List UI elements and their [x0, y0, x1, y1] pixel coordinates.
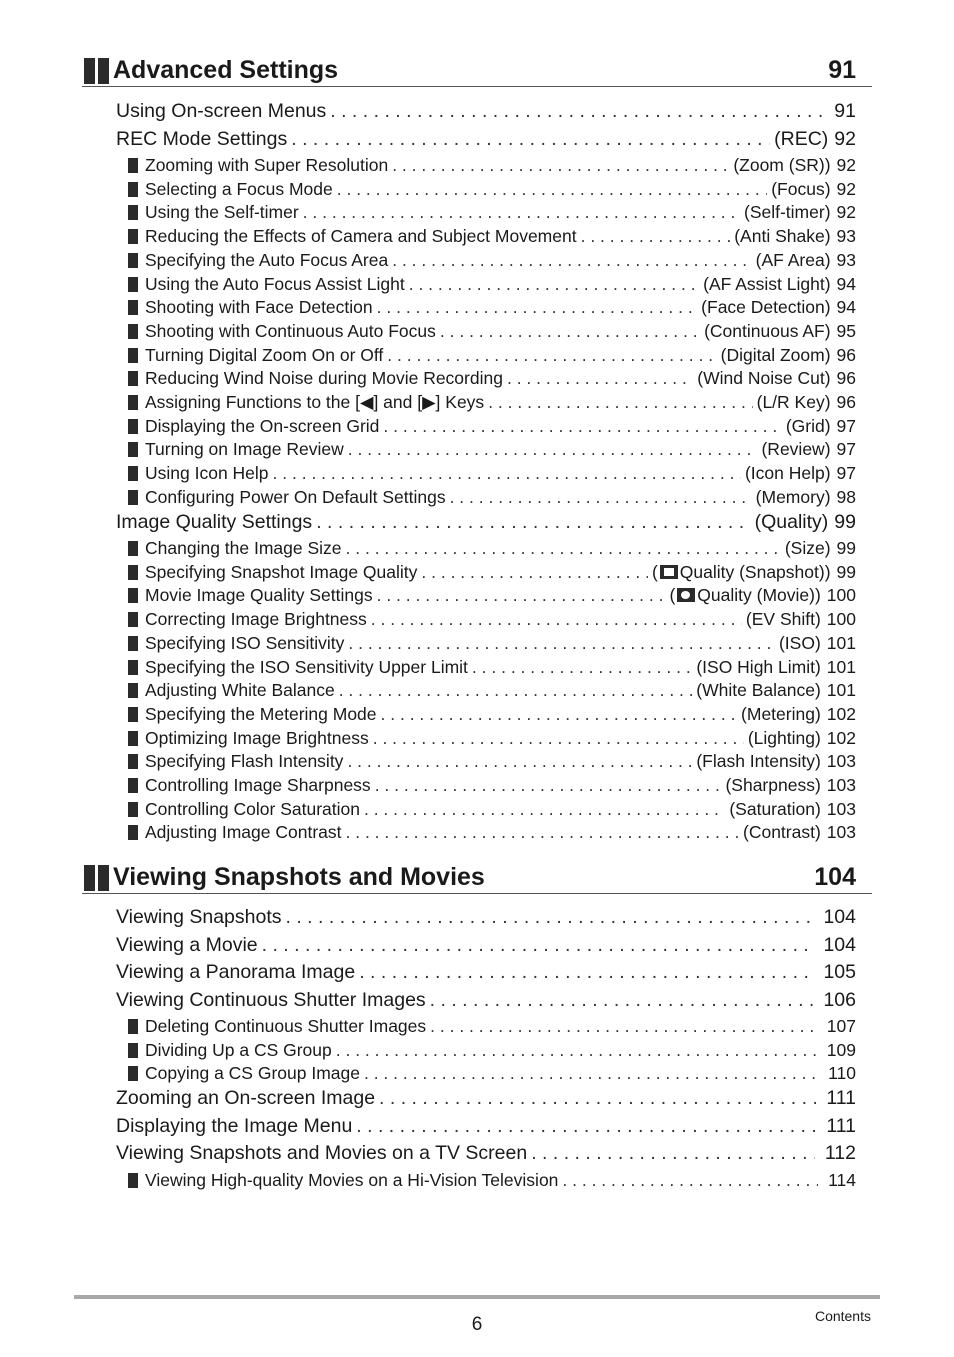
toc-entry[interactable] — [128, 704, 856, 728]
section-page-number: 104 — [814, 863, 856, 891]
toc-entry-page: 103 — [826, 775, 856, 795]
dot-leader — [381, 704, 738, 725]
bullet-icon — [128, 371, 138, 386]
toc-entry-setting: (Grid) — [785, 415, 831, 436]
toc-entry-label: Using Icon Help — [145, 463, 269, 484]
bullet-icon — [128, 825, 138, 840]
toc-entry[interactable] — [116, 934, 856, 962]
dot-leader — [337, 179, 767, 200]
toc-entry[interactable] — [128, 179, 856, 203]
toc-entry-page: 97 — [836, 439, 856, 460]
toc-entry[interactable] — [128, 321, 856, 345]
toc-entry-setting: (Sharpness) — [725, 775, 821, 795]
dot-leader — [339, 680, 693, 701]
toc-entry-page: 112 — [824, 1142, 856, 1165]
dot-leader — [273, 463, 741, 484]
toc-entry-page: 92 — [836, 178, 856, 199]
toc-entry-page: 99 — [834, 510, 856, 533]
bullet-icon — [128, 754, 138, 769]
bullet-icon — [128, 158, 138, 173]
dot-leader — [347, 751, 692, 772]
toc-entry-page: 102 — [826, 703, 856, 724]
toc-entry-page: 96 — [836, 344, 856, 365]
toc-entry-label: Reducing Wind Noise during Movie Recording — [145, 368, 503, 389]
toc-entry-page: 109 — [826, 1039, 856, 1060]
toc-entry-label: REC Mode Settings — [116, 127, 288, 150]
toc-entry[interactable] — [116, 961, 856, 989]
toc-entry-label: Viewing Continuous Shutter Images — [116, 988, 426, 1011]
dot-leader — [450, 487, 752, 508]
bullet-icon — [128, 636, 138, 651]
toc-entry[interactable] — [116, 1115, 856, 1143]
bullet-icon — [128, 1019, 138, 1034]
dot-leader — [375, 775, 722, 796]
toc-entry-label: Reducing the Effects of Camera and Subject Movement — [145, 226, 577, 247]
dot-leader — [371, 609, 742, 630]
toc-entry-page: 102 — [826, 727, 856, 748]
toc-entry-setting: (Icon Help) — [744, 463, 831, 484]
dot-leader — [346, 538, 781, 559]
dot-leader — [359, 961, 813, 984]
toc-entry-page: 96 — [836, 392, 856, 412]
toc-entry-page: 100 — [826, 609, 856, 630]
toc-entry-label: Viewing Snapshots — [116, 906, 282, 928]
bullet-icon — [128, 300, 138, 315]
bullet-icon — [128, 490, 138, 505]
dot-leader — [373, 728, 744, 749]
footer-rule — [74, 1295, 880, 1299]
dot-leader — [364, 799, 725, 820]
dot-leader — [348, 633, 775, 654]
dot-leader — [336, 1040, 817, 1061]
dot-leader — [392, 155, 729, 176]
toc-entry[interactable] — [128, 368, 856, 392]
toc-entry-setting: (Digital Zoom) — [720, 344, 831, 365]
toc-entry[interactable] — [128, 345, 856, 369]
toc-entry-label: Shooting with Face Detection — [145, 297, 373, 318]
toc-entry-setting: (ISO High Limit) — [696, 656, 821, 677]
toc-entry[interactable] — [128, 562, 856, 586]
bullet-icon — [128, 1066, 138, 1081]
toc-entry[interactable] — [128, 274, 856, 298]
toc-entry-label: Viewing Snapshots and Movies on a TV Screen — [116, 1142, 528, 1165]
toc-entry-page: 105 — [823, 961, 856, 983]
toc-entry-setting: (AF Assist Light) — [703, 273, 831, 294]
dot-leader — [364, 1063, 818, 1084]
toc-entry-setting: (Anti Shake) — [734, 226, 831, 247]
toc-entry-page: 101 — [826, 680, 856, 701]
footer-label: Contents — [814, 1308, 871, 1324]
toc-entry-label: Specifying ISO Sensitivity — [145, 632, 345, 653]
dot-leader — [392, 250, 751, 271]
toc-entry-page: 93 — [836, 249, 856, 270]
toc-entry[interactable] — [128, 202, 856, 226]
dot-leader — [507, 368, 693, 389]
toc-entry-setting: (REC) — [774, 127, 829, 150]
dot-leader — [303, 202, 740, 223]
toc-entry-page: 104 — [823, 906, 856, 928]
movie-icon — [677, 588, 695, 602]
dot-leader — [330, 100, 824, 123]
toc-entry[interactable] — [128, 799, 856, 823]
toc-entry-page: 92 — [836, 202, 856, 223]
toc-entry[interactable] — [128, 416, 856, 440]
bullet-icon — [128, 205, 138, 220]
bullet-icon — [128, 612, 138, 627]
toc-entry-setting: ( Quality (Movie)) — [669, 585, 821, 606]
bullet-icon — [128, 660, 138, 675]
toc-entry-label: Movie Image Quality Settings — [145, 585, 373, 606]
dot-leader — [383, 416, 781, 437]
toc-entry-page: 104 — [823, 933, 856, 956]
toc-entry-setting: (Saturation) — [729, 798, 821, 819]
toc-entry-setting: (EV Shift) — [745, 609, 821, 630]
bullet-icon — [128, 707, 138, 722]
toc-entry-label: Adjusting Image Contrast — [145, 822, 342, 843]
section-marker-icon — [84, 865, 110, 891]
toc-entry-page: 114 — [828, 1169, 856, 1190]
toc-entry-setting: (L/R Key) — [756, 392, 831, 412]
dot-leader — [356, 1115, 816, 1138]
toc-entry-setting: (Face Detection) — [701, 297, 831, 318]
dot-leader — [291, 128, 770, 151]
toc-entry-page: 91 — [834, 100, 856, 122]
toc-entry-label: Optimizing Image Brightness — [145, 727, 369, 748]
toc-entry-label: Correcting Image Brightness — [145, 609, 367, 630]
toc-entry-page: 100 — [826, 585, 856, 606]
toc-entry-page: 94 — [836, 273, 856, 294]
toc-entry-label: Changing the Image Size — [145, 538, 342, 558]
toc-entry-label: Displaying the Image Menu — [116, 1114, 353, 1137]
section-title: Viewing Snapshots and Movies — [113, 863, 485, 891]
toc-entry-label: Turning on Image Review — [145, 439, 344, 460]
section-heading-viewing-snapshots — [82, 859, 872, 894]
toc-entry-page: 103 — [826, 798, 856, 819]
toc-entry-page: 107 — [826, 1016, 856, 1036]
toc-entry-page: 96 — [836, 368, 856, 389]
toc-entry-setting: (Contrast) — [743, 822, 821, 843]
bullet-icon — [128, 1173, 138, 1188]
toc-entry-label: Image Quality Settings — [116, 510, 313, 533]
toc-entry-setting: (ISO) — [778, 632, 821, 653]
dot-leader — [409, 274, 699, 295]
bullet-icon — [128, 229, 138, 244]
bullet-icon — [128, 1043, 138, 1058]
toc-entry-setting: (Continuous AF) — [704, 320, 831, 341]
dot-leader — [581, 226, 731, 247]
toc-entry-label: Copying a CS Group Image — [145, 1063, 360, 1084]
toc-entry-label: Specifying the Auto Focus Area — [145, 249, 389, 270]
toc-entry-label: Controlling Image Sharpness — [145, 775, 371, 795]
toc-entry[interactable] — [116, 906, 856, 934]
toc-entry-label: Specifying Snapshot Image Quality — [145, 561, 418, 582]
toc-entry-page: 103 — [826, 822, 856, 843]
toc-entry[interactable] — [128, 633, 856, 657]
toc-entry-page: 97 — [836, 463, 856, 484]
toc-entry-label: Configuring Power On Default Settings — [145, 486, 446, 507]
toc-entry-setting: (Lighting) — [747, 727, 821, 748]
toc-entry[interactable] — [128, 728, 856, 752]
toc-entry-page: 95 — [836, 320, 856, 341]
toc-entry-label: Displaying the On-screen Grid — [145, 415, 380, 436]
section-page-number: 91 — [828, 56, 856, 84]
bullet-icon — [128, 324, 138, 339]
bullet-icon — [128, 683, 138, 698]
toc-entry[interactable] — [128, 392, 856, 416]
bullet-icon — [128, 778, 138, 793]
toc-entry[interactable] — [128, 538, 856, 562]
toc-entry-label: Shooting with Continuous Auto Focus — [145, 320, 436, 341]
dot-leader — [286, 906, 814, 929]
dot-leader — [472, 657, 692, 678]
toc-entry-label: Assigning Functions to the [◀] and [▶] Keys — [145, 392, 485, 412]
bullet-icon — [128, 466, 138, 481]
bullet-icon — [128, 565, 138, 580]
dot-leader — [316, 511, 750, 534]
bullet-icon — [128, 442, 138, 457]
toc-entry[interactable] — [116, 511, 856, 539]
toc-entry-setting: (Focus) — [771, 178, 831, 199]
toc-entry[interactable] — [128, 680, 856, 704]
bullet-icon — [128, 588, 138, 603]
toc-entry-page: 92 — [834, 127, 856, 150]
toc-entry-setting: (Memory) — [755, 486, 831, 507]
bullet-icon — [128, 348, 138, 363]
page-number: 6 — [471, 1314, 483, 1335]
toc-entry[interactable] — [128, 775, 856, 799]
toc-entry[interactable] — [128, 822, 856, 846]
toc-entry-setting: (Review) — [761, 439, 831, 460]
toc-entry-label: Adjusting White Balance — [145, 680, 335, 701]
toc-entry-label: Using On-screen Menus — [116, 100, 327, 122]
toc-entry-label: Specifying Flash Intensity — [145, 751, 344, 772]
toc-entry[interactable] — [128, 585, 856, 609]
dot-leader — [562, 1170, 818, 1191]
dot-leader — [377, 585, 666, 606]
toc-entry[interactable] — [116, 1142, 856, 1170]
toc-entry-label: Zooming with Super Resolution — [145, 155, 389, 175]
toc-entry-page: 97 — [836, 415, 856, 436]
toc-entry-label: Deleting Continuous Shutter Images — [145, 1016, 427, 1036]
bullet-icon — [128, 802, 138, 817]
toc-entry[interactable] — [128, 297, 856, 321]
toc-entry[interactable] — [128, 250, 856, 274]
toc-entry-page: 111 — [826, 1114, 856, 1137]
toc-entry[interactable] — [128, 155, 856, 179]
toc-entry-label: Using the Self-timer — [145, 202, 299, 223]
toc-entry-page: 103 — [826, 751, 856, 772]
section-marker-icon — [84, 58, 110, 84]
toc-entry-page: 99 — [836, 538, 856, 558]
toc-entry-label: Turning Digital Zoom On or Off — [145, 344, 384, 365]
toc-entry-label: Zooming an On-screen Image — [116, 1087, 376, 1110]
toc-entry[interactable] — [128, 1040, 856, 1064]
toc-entry[interactable] — [128, 439, 856, 463]
dot-leader — [387, 345, 716, 366]
toc-entry-label: Viewing a Panorama Image — [116, 961, 356, 983]
toc-entry-setting: (Metering) — [741, 703, 821, 724]
toc-entry[interactable] — [128, 609, 856, 633]
toc-entry-setting: (White Balance) — [696, 680, 821, 701]
dot-leader — [348, 439, 758, 460]
toc-entry[interactable] — [128, 751, 856, 775]
dot-leader — [346, 822, 740, 843]
bullet-icon — [128, 419, 138, 434]
bullet-icon — [128, 731, 138, 746]
dot-leader — [377, 297, 698, 318]
toc-entry-page: 92 — [836, 155, 856, 175]
toc-entry-page: 94 — [836, 297, 856, 318]
toc-entry-setting: (Quality) — [754, 510, 829, 533]
toc-entry-page: 110 — [828, 1063, 856, 1084]
dot-leader — [430, 1016, 817, 1037]
toc-entry-setting: ( Quality (Snapshot)) — [651, 561, 831, 582]
toc-entry-label: Specifying the ISO Sensitivity Upper Limit — [145, 656, 468, 677]
bullet-icon — [128, 182, 138, 197]
toc-entry[interactable] — [128, 463, 856, 487]
toc-entry-page: 93 — [836, 226, 856, 247]
toc-entry[interactable] — [116, 128, 856, 156]
toc-entry-page: 99 — [836, 561, 856, 582]
toc-entry-setting: (AF Area) — [755, 249, 831, 270]
toc-entry-page: 111 — [826, 1087, 856, 1110]
toc-entry[interactable] — [128, 657, 856, 681]
toc-entry[interactable] — [116, 100, 856, 128]
dot-leader — [379, 1087, 816, 1110]
toc-entry-label: Using the Auto Focus Assist Light — [145, 273, 405, 294]
toc-entry-page: 101 — [826, 656, 856, 677]
toc-entry-label: Dividing Up a CS Group — [145, 1039, 332, 1060]
snapshot-icon — [660, 565, 678, 579]
dot-leader — [488, 392, 752, 413]
toc-entry[interactable] — [128, 1170, 856, 1194]
bullet-icon — [128, 395, 138, 410]
toc-entry[interactable] — [116, 989, 856, 1017]
toc-entry-label: Specifying the Metering Mode — [145, 703, 377, 724]
dot-leader — [262, 934, 814, 957]
toc-entry-setting: (Wind Noise Cut) — [697, 368, 831, 389]
toc-entry-setting: (Self-timer) — [744, 202, 831, 223]
section-heading-advanced-settings — [82, 52, 872, 87]
dot-leader — [421, 562, 648, 583]
toc-entry[interactable] — [128, 1016, 856, 1040]
toc-entry-page: 101 — [826, 632, 856, 653]
toc-entry[interactable] — [128, 487, 856, 511]
toc-entry-label: Controlling Color Saturation — [145, 798, 360, 819]
toc-entry[interactable] — [116, 1087, 856, 1115]
dot-leader — [430, 989, 814, 1012]
toc-entry-setting: (Size) — [784, 538, 831, 558]
dot-leader — [440, 321, 700, 342]
toc-entry-page: 98 — [836, 486, 856, 507]
toc-entry-setting: (Zoom (SR)) — [733, 155, 831, 175]
toc-entry-page: 106 — [823, 988, 856, 1011]
bullet-icon — [128, 253, 138, 268]
toc-entry-label: Viewing High-quality Movies on a Hi-Vision Television — [145, 1169, 559, 1190]
toc-entry-setting: (Flash Intensity) — [696, 751, 821, 772]
toc-entry-label: Viewing a Movie — [116, 933, 258, 956]
toc-entry-label: Selecting a Focus Mode — [145, 178, 333, 199]
section-title: Advanced Settings — [113, 56, 339, 84]
bullet-icon — [128, 541, 138, 556]
toc-entry[interactable] — [128, 1063, 856, 1087]
toc-entry[interactable] — [128, 226, 856, 250]
dot-leader — [531, 1142, 815, 1165]
bullet-icon — [128, 277, 138, 292]
